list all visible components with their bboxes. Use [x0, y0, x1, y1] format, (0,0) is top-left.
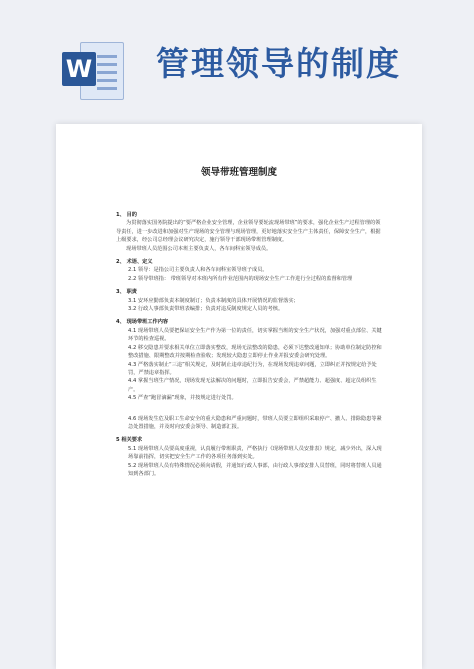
clause: 4.5 严查“跑冒滴漏”现象，并按规定进行处罚。 [128, 395, 237, 402]
clause: 4.6 现场发生危及职工生命安全的重大隐患和严重问题时，带班人员要立即组织采取停产、撤人、排除隐患等紧急处置措施，并及时向安委会领导、制造部汇报。 [128, 415, 382, 430]
section-heading: 1、 目的 [116, 212, 137, 218]
paragraph: 现场带班人员范围公司本班主要负责人，各车间科室领导成员。 [126, 245, 272, 252]
word-w-badge: W [62, 52, 96, 86]
document-body [116, 206, 382, 478]
banner [0, 0, 474, 120]
section-heading: 2、 术语、定义 [116, 259, 153, 266]
paragraph: 为贯彻落实国务院提出的“要严格企业安全管理，企业领导要轮流现场带班”的要求，强化企业生产过程管理的领导责任，进一步改进和加强对生产现场的安全管理与现场管理，更好地落实安全生产主体责任，保障安全生产，根据上级要求，经公司总经理会议研究决定，施行领导干部现场带班管理制度。 [116, 220, 381, 244]
clause: 4.2 移交隐患并要求相关单位立即落实整改，现场无法整改的隐患，必须下达整改通知单；协助单位制定防控和整改措施、限期整改并按期检查验收；发现较大隐患立即停止作业并报安委会研究处理。 [128, 344, 382, 360]
clause: 3.1 安环应勤部负责本制度制订；负责本制度的具体开展情况的监督落实； [128, 297, 299, 304]
clause: 4.4 掌握当班生产情况，现场发现无法解决的问题时，立即报告安委会，严禁超能力、超强度、超定员组织生产。 [128, 378, 377, 393]
section-heading: 5 相关要求 [116, 437, 143, 444]
banner-title: 管理领导的制度 [156, 44, 401, 83]
document-page [56, 124, 422, 669]
clause: 3.2 行政人事部负责带班表编排；负责对违反制度规定人员的考核。 [128, 306, 284, 313]
clause: 5.2 现场带班人员有特殊情况必须向请假，并通知行政人事部，由行政人事部安排人员替班，同时将替班人员通知到各部门。 [128, 462, 382, 477]
clause: 4.1 现场带班人员要把保证安全生产作为第一位的责任，切实掌握当班的安全生产状况，加强对重点部位、关键环节的检查巡视。 [128, 327, 382, 343]
clause: 2.1 领导：是指公司主要负责人和各车间科室领导班子成员。 [128, 267, 268, 274]
section-heading: 4、 现场带班工作内容 [116, 319, 169, 326]
clause: 4.3 严格落实制止“三违”相关规定，及时制止违章违纪行为，在现场发现违章问题，立即纠正并按规定给予处罚，严禁违章指挥。 [128, 361, 377, 376]
document-title: 领导带班管理制度 [200, 167, 277, 178]
word-app-icon [62, 42, 124, 100]
clause: 5.1 现场带班人员要高度重视，认真履行带班职责，严格执行《现场带班人员安排表》规定，减少外出，深入现场靠前指挥，切实把安全生产工作的各项任务落到实处。 [128, 445, 382, 461]
section-heading: 3、 职责 [116, 289, 137, 296]
clause: 2.2 领导带班指： 带班领导对本班内所有作业范围内的现场安全生产工作进行全过程的监督和管理 [128, 275, 353, 282]
